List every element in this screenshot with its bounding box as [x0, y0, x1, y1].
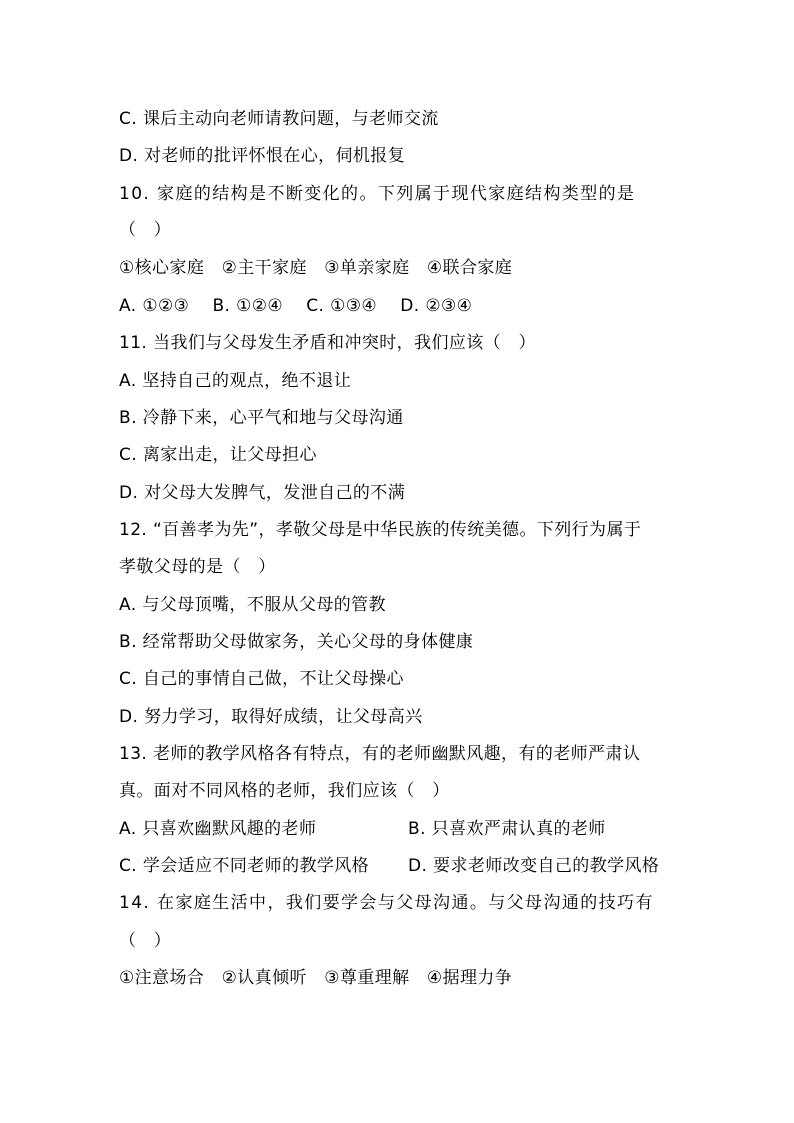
q12-stem-line2: 孝敬父母的是（ ）	[119, 557, 276, 577]
q13-option-c: C. 学会适应不同老师的教学风格	[119, 856, 370, 876]
q10-items: ①核心家庭 ②主干家庭 ③单亲家庭 ④联合家庭	[119, 258, 513, 278]
q13-stem-line2: 真。面对不同风格的老师，我们应该（ ）	[119, 781, 450, 801]
q11-option-c: C. 离家出走，让父母担心	[119, 445, 317, 465]
q12-option-a: A. 与父母顶嘴，不服从父母的管教	[119, 595, 386, 615]
q9-option-c: C. 课后主动向老师请教问题，与老师交流	[119, 109, 439, 129]
q14-stem: 14. 在家庭生活中，我们要学会与父母沟通。与父母沟通的技巧有	[119, 893, 654, 913]
q13-option-a: A. 只喜欢幽默风趣的老师	[119, 819, 317, 839]
q11-option-a: A. 坚持自己的观点，绝不退让	[119, 371, 352, 391]
q13-option-b: B. 只喜欢严肃认真的老师	[408, 819, 606, 839]
q11-option-b: B. 冷静下来，心平气和地与父母沟通	[119, 408, 404, 428]
q10-stem: 10. 家庭的结构是不断变化的。下列属于现代家庭结构类型的是	[119, 184, 636, 204]
q13-stem-line1: 13. 老师的教学风格各有特点，有的老师幽默风趣，有的老师严肃认	[119, 744, 641, 764]
q11-option-d: D. 对父母大发脾气，发泄自己的不满	[119, 483, 406, 503]
q12-option-c: C. 自己的事情自己做，不让父母操心	[119, 669, 404, 689]
q11-stem: 11. 当我们与父母发生矛盾和冲突时，我们应该（ ）	[119, 333, 536, 353]
q13-option-d: D. 要求老师改变自己的教学风格	[408, 856, 660, 876]
q10-answer-blank: （ ）	[119, 220, 172, 240]
q9-option-d: D. 对老师的批评怀恨在心，伺机报复	[119, 146, 406, 166]
q14-answer-blank: （ ）	[119, 931, 172, 951]
q14-items: ①注意场合 ②认真倾听 ③尊重理解 ④据理力争	[119, 968, 513, 988]
q12-stem-line1: 12. “百善孝为先”，孝敬父母是中华民族的传统美德。下列行为属于	[119, 520, 642, 540]
q12-option-b: B. 经常帮助父母做家务，关心父母的身体健康	[119, 632, 474, 652]
q10-options: A. ①②③ B. ①②④ C. ①③④ D. ②③④	[119, 296, 473, 316]
q12-option-d: D. 努力学习，取得好成绩，让父母高兴	[119, 707, 423, 727]
